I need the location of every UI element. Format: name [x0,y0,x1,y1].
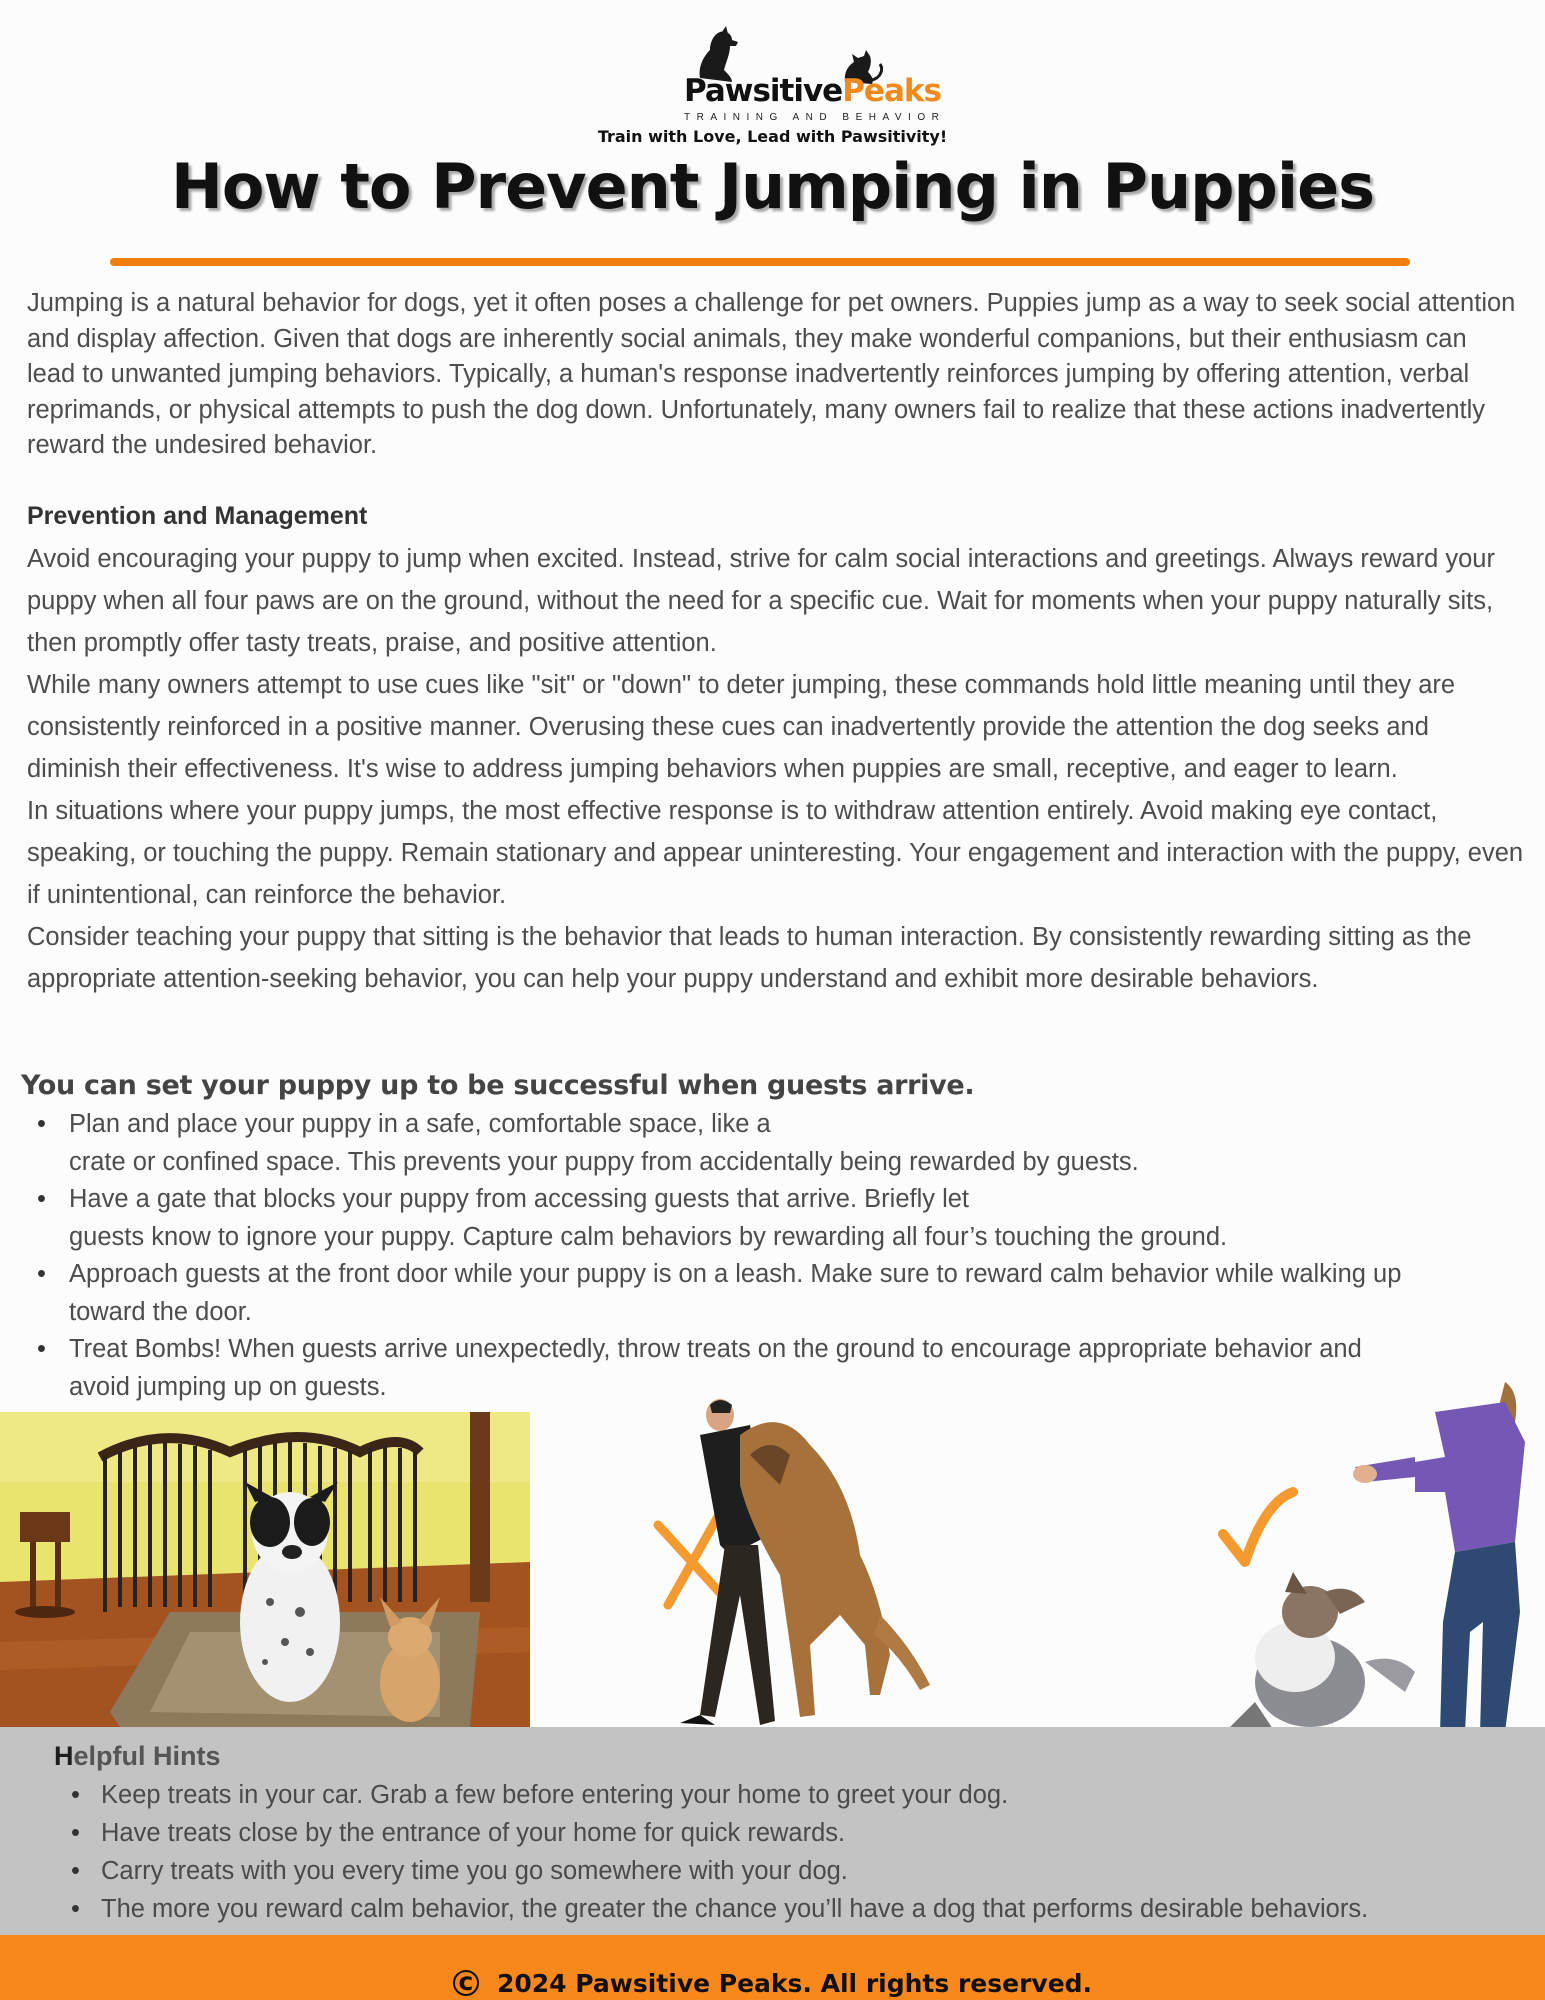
list-item: • The more you reward calm behavior, the greater the chance you’ll have a dog that performs desirable behaviors. [101,1890,1368,1928]
guests-heading: You can set your puppy up to be successful when guests arrive. [21,1070,975,1101]
brand-name-part2: Peaks [842,73,941,109]
hints-title-initial: H [54,1741,74,1771]
brand-name [684,73,941,109]
list-item [69,1181,1509,1256]
hints-title-rest: elpful Hints [73,1741,221,1771]
list-item-line: crate or confined space. This prevents your puppy from accidentally being rewarded by guests. [69,1147,1139,1176]
helpful-hints-title [54,1741,221,1772]
list-item-line: Approach guests at the front door while your puppy is on a leash. Make sure to reward calm behavior while walking up [69,1260,1402,1288]
list-item-line: Plan and place your puppy in a safe, comfortable space, like a [69,1110,771,1138]
footer-text: 2024 Pawsitive Peaks. All rights reserved. [496,1969,1093,1998]
prevention-paragraph: Avoid encouraging your puppy to jump when excited. Instead, strive for calm social interactions and greetings. Always reward your puppy when all four paws are on the ground, without the need for a specific cue. Wait for moments when your puppy naturally sits, then promptly offer tasty treats, praise, and positive attention. [27,545,1495,657]
page-title: How to Prevent Jumping in Puppies [170,150,1375,223]
tagline: Train with Love, Lead with Pawsitivity! [597,127,948,146]
list-item-line: toward the door. [69,1297,252,1326]
footer [0,1935,1545,2000]
list-item: • Keep treats in your car. Grab a few before entering your home to greet your dog. [101,1776,1368,1814]
title-divider [110,258,1410,266]
intro-paragraph: Jumping is a natural behavior for dogs, yet it often poses a challenge for pet owners. Puppies jump as a way to seek social attention and display affection. Given that dogs are inherently social animals, they make wonderful companions, but their enthusiasm can lead to unwanted jumping behaviors. Typically, a human's response inadvertently reinforces jumping by offering attention, verbal reprimands, or physical attempts to push the dog down. Unfortunately, many owners fail to realize that these actions inadvertently reward the undesired behavior. [27,289,1516,459]
dog-jumping-on-man-photo [640,1395,1020,1735]
list-item-line: Have a gate that blocks your puppy from accessing guests that arrive. Briefly let [69,1185,970,1213]
prevention-paragraph: While many owners attempt to use cues like "sit" or "down" to deter jumping, these commands hold little meaning until they are consistently reinforced in a positive manner. Overusing these cues can inadvertently provide the attention the dog seeks and diminish their effectiveness. It's wise to address jumping behaviors when puppies are small, receptive, and eager to learn. [27,671,1456,783]
wrong-x-icon [658,1513,722,1605]
brand-name-part1: Pawsitive [684,73,843,109]
right-check-icon [1223,1492,1293,1562]
guests-list [69,1106,1509,1406]
copyright-icon: c [453,1970,479,1996]
hints-list [101,1776,1368,1928]
brand-subtitle: TRAINING AND BEHAVIOR [684,112,946,123]
footer-copyright [453,1952,1092,1998]
list-item-line: avoid jumping up on guests. [69,1372,387,1401]
dog-sitting-by-woman-photo [1215,1382,1545,1747]
list-item: • Carry treats with you every time you go somewhere with your dog. [101,1852,1368,1890]
prevention-heading: Prevention and Management [27,502,368,530]
list-item: • Have treats close by the entrance of your home for quick rewards. [101,1814,1368,1852]
list-item [69,1256,1509,1331]
list-item-line: guests know to ignore your puppy. Capture calm behaviors by rewarding all four’s touching the ground. [69,1222,1228,1251]
helpful-hints-panel [0,1727,1545,1935]
dogs-behind-gate-photo [0,1412,530,1727]
prevention-body [27,538,1527,1000]
prevention-paragraph: Consider teaching your puppy that sitting is the behavior that leads to human interaction. By consistently rewarding sitting as the appropriate attention-seeking behavior, you can help your puppy understand and exhibit more desirable behaviors. [27,923,1472,993]
prevention-paragraph: In situations where your puppy jumps, the most effective response is to withdraw attention entirely. Avoid making eye contact, speaking, or touching the puppy. Remain stationary and appear uninteresting. Your engagement and interaction with the puppy, even if unintentional, can reinforce the behavior. [27,797,1524,909]
list-item-line: Treat Bombs! When guests arrive unexpectedly, throw treats on the ground to encourage appropriate behavior and [69,1335,1362,1363]
list-item [69,1106,1509,1181]
